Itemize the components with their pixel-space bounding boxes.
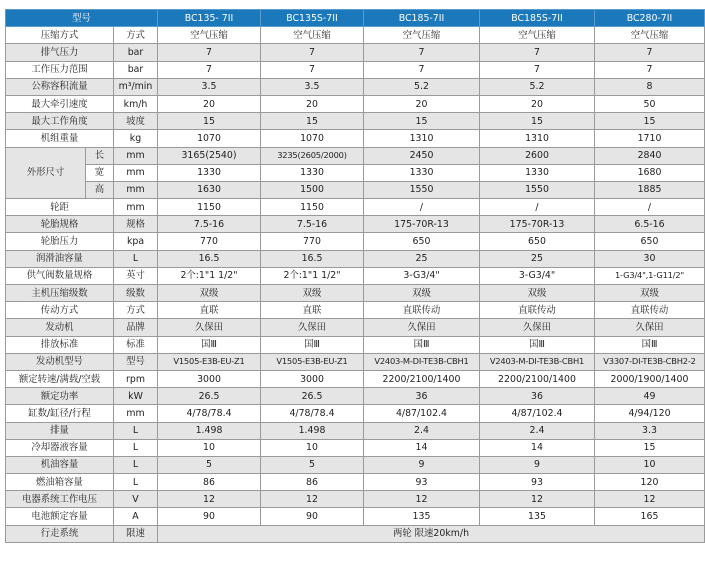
item-label: 最大工作角度 [6,113,114,130]
table-row [6,216,705,233]
value-cell: 50 [595,95,705,112]
unit-cell: 英寸 [114,267,158,284]
item-label: 供气阀数量规格 [6,267,114,284]
item-label: 主机压缩级数 [6,285,114,302]
model-header: BC135- 7II [158,10,261,27]
value-cell: 2600 [480,147,595,164]
table-row [6,353,705,370]
value-cell: 1550 [364,181,480,198]
model-header: BC280-7II [595,10,705,27]
value-cell: 1150 [261,199,364,216]
item-label: 额定转速/满载/空载 [6,370,114,387]
value-cell: 国Ⅲ [364,336,480,353]
item-label: 燃油箱容量 [6,474,114,491]
item-label: 轮距 [6,199,114,216]
value-cell: 86 [158,474,261,491]
unit-cell: kpa [114,233,158,250]
table-row [6,336,705,353]
unit-cell: 方式 [114,302,158,319]
unit-cell: mm [114,199,158,216]
value-cell: 7 [364,61,480,78]
value-cell: 12 [261,491,364,508]
item-label: 公称容积流量 [6,78,114,95]
value-cell: 国Ⅲ [261,336,364,353]
unit-cell: 坡度 [114,113,158,130]
value-cell: 直联 [261,302,364,319]
value-cell: 2.4 [480,422,595,439]
value-cell: 4/87/102.4 [364,405,480,422]
value-cell: 25 [480,250,595,267]
value-cell: 久保田 [261,319,364,336]
table-row [6,508,705,525]
value-cell: 16.5 [158,250,261,267]
value-cell: 30 [595,250,705,267]
value-cell: 1630 [158,181,261,198]
value-cell: 5 [158,456,261,473]
value-cell: / [480,199,595,216]
value-cell: 1330 [261,164,364,181]
value-cell: 2200/2100/1400 [480,370,595,387]
unit-cell: 限速 [114,525,158,542]
spec-table-container [5,9,696,543]
value-cell: 国Ⅲ [158,336,261,353]
value-cell: 直联传动 [595,302,705,319]
value-cell: 1330 [158,164,261,181]
unit-cell: L [114,439,158,456]
value-cell: 12 [595,491,705,508]
table-row [6,388,705,405]
item-label: 冷却器液容量 [6,439,114,456]
value-cell: 36 [480,388,595,405]
item-label: 轮胎规格 [6,216,114,233]
item-label: 额定功率 [6,388,114,405]
value-cell: 7 [261,61,364,78]
unit-cell: L [114,422,158,439]
table-row [6,302,705,319]
value-cell: 135 [364,508,480,525]
value-cell: 1310 [480,130,595,147]
value-cell: 久保田 [158,319,261,336]
unit-cell: bar [114,61,158,78]
table-row [6,267,705,284]
value-cell: 空气压缩 [158,27,261,44]
value-cell: 双级 [480,285,595,302]
value-cell: 2.4 [364,422,480,439]
unit-cell: L [114,456,158,473]
value-cell: 5 [261,456,364,473]
value-cell: 空气压缩 [261,27,364,44]
table-row [6,250,705,267]
value-cell: 7 [595,61,705,78]
unit-cell: 标准 [114,336,158,353]
value-cell: 1.498 [158,422,261,439]
value-cell: 20 [158,95,261,112]
table-row [6,27,705,44]
table-row [6,147,705,164]
value-cell: 175-70R-13 [364,216,480,233]
value-cell: 12 [158,491,261,508]
value-cell: 20 [261,95,364,112]
value-cell: 1070 [158,130,261,147]
value-cell: 14 [480,439,595,456]
table-row [6,199,705,216]
value-cell: 9 [480,456,595,473]
item-label: 发动机 [6,319,114,336]
value-cell: 双级 [261,285,364,302]
value-cell: 770 [158,233,261,250]
value-cell: 直联传动 [364,302,480,319]
unit-cell: L [114,250,158,267]
value-cell: 7 [158,44,261,61]
value-cell: 两轮 限速20km/h [158,525,705,542]
item-label: 排气压力 [6,44,114,61]
value-cell: 1310 [364,130,480,147]
table-row [6,164,705,181]
item-label: 电池额定容量 [6,508,114,525]
value-cell: V3307-DI-TE3B-CBH2-2 [595,353,705,370]
value-cell: 26.5 [158,388,261,405]
item-label: 压缩方式 [6,27,114,44]
spec-table [5,9,705,543]
unit-cell: mm [114,147,158,164]
value-cell: 1330 [364,164,480,181]
value-cell: 10 [595,456,705,473]
table-row [6,439,705,456]
unit-cell: km/h [114,95,158,112]
item-label: 工作压力范围 [6,61,114,78]
unit-cell: mm [114,164,158,181]
value-cell: 1.498 [261,422,364,439]
value-cell: 1550 [480,181,595,198]
value-cell: 久保田 [595,319,705,336]
value-cell: 650 [364,233,480,250]
unit-cell: kW [114,388,158,405]
unit-cell: kg [114,130,158,147]
value-cell: 2个:1"1 1/2" [158,267,261,284]
unit-cell: 级数 [114,285,158,302]
value-cell: 空气压缩 [364,27,480,44]
value-cell: 1885 [595,181,705,198]
table-row [6,44,705,61]
value-cell: 86 [261,474,364,491]
value-cell: 93 [480,474,595,491]
value-cell: 双级 [158,285,261,302]
value-cell: 120 [595,474,705,491]
value-cell: 国Ⅲ [595,336,705,353]
value-cell: 久保田 [480,319,595,336]
value-cell: 直联传动 [480,302,595,319]
value-cell: 7 [480,44,595,61]
value-cell: 135 [480,508,595,525]
model-header: BC135S-7II [261,10,364,27]
value-cell: 5.2 [364,78,480,95]
value-cell: 650 [595,233,705,250]
value-cell: 6.5-16 [595,216,705,233]
value-cell: 2450 [364,147,480,164]
item-label: 机组重量 [6,130,114,147]
unit-cell: 型号 [114,353,158,370]
table-row [6,491,705,508]
table-row [6,456,705,473]
unit-cell: mm [114,181,158,198]
value-cell: 770 [261,233,364,250]
value-cell: 直联 [158,302,261,319]
value-cell: 7 [595,44,705,61]
value-cell: 3.3 [595,422,705,439]
value-cell: 3000 [158,370,261,387]
item-label: 传动方式 [6,302,114,319]
item-label: 缸数/缸径/行程 [6,405,114,422]
value-cell: 20 [480,95,595,112]
table-row [6,233,705,250]
dimension-sub-label: 长 [86,147,114,164]
unit-cell: 方式 [114,27,158,44]
value-cell: 49 [595,388,705,405]
unit-cell: 品牌 [114,319,158,336]
value-cell: 7.5-16 [158,216,261,233]
value-cell: 1330 [480,164,595,181]
table-row [6,405,705,422]
value-cell: 3-G3/4" [480,267,595,284]
value-cell: 8 [595,78,705,95]
value-cell: 4/78/78.4 [261,405,364,422]
value-cell: 空气压缩 [480,27,595,44]
value-cell: 3000 [261,370,364,387]
value-cell: 1710 [595,130,705,147]
item-label: 机油容量 [6,456,114,473]
value-cell: 7 [364,44,480,61]
table-row [6,422,705,439]
item-label: 轮胎压力 [6,233,114,250]
value-cell: 7 [480,61,595,78]
value-cell: V2403-M-DI-TE3B-CBH1 [480,353,595,370]
table-row [6,113,705,130]
value-cell: 15 [261,113,364,130]
value-cell: 15 [364,113,480,130]
table-row [6,181,705,198]
table-row [6,525,705,542]
value-cell: 7 [158,61,261,78]
dimensions-label: 外形尺寸 [6,147,86,199]
value-cell: 1680 [595,164,705,181]
value-cell: 4/87/102.4 [480,405,595,422]
value-cell: 2个:1"1 1/2" [261,267,364,284]
model-header: BC185-7II [364,10,480,27]
value-cell: 4/78/78.4 [158,405,261,422]
table-row [6,319,705,336]
value-cell: / [595,199,705,216]
table-row [6,95,705,112]
value-cell: 3.5 [158,78,261,95]
value-cell: 1-G3/4",1-G11/2" [595,267,705,284]
unit-cell: A [114,508,158,525]
table-row [6,78,705,95]
unit-cell: m³/min [114,78,158,95]
item-label: 最大牵引速度 [6,95,114,112]
dimension-sub-label: 高 [86,181,114,198]
value-cell: 1500 [261,181,364,198]
table-row [6,474,705,491]
value-cell: 93 [364,474,480,491]
value-cell: 650 [480,233,595,250]
value-cell: 4/94/120 [595,405,705,422]
value-cell: V1505-E3B-EU-Z1 [261,353,364,370]
unit-cell: V [114,491,158,508]
value-cell: 36 [364,388,480,405]
value-cell: 1070 [261,130,364,147]
value-cell: 15 [480,113,595,130]
unit-cell: mm [114,405,158,422]
item-label: 电器系统工作电压 [6,491,114,508]
value-cell: 7.5-16 [261,216,364,233]
value-cell: 3-G3/4" [364,267,480,284]
value-cell: 3235(2605/2000) [261,147,364,164]
value-cell: 双级 [364,285,480,302]
unit-cell: L [114,474,158,491]
item-label: 润滑油容量 [6,250,114,267]
value-cell: 7 [261,44,364,61]
value-cell: V2403-M-DI-TE3B-CBH1 [364,353,480,370]
value-cell: 10 [158,439,261,456]
dimension-sub-label: 宽 [86,164,114,181]
unit-cell: rpm [114,370,158,387]
value-cell: 2840 [595,147,705,164]
value-cell: 国Ⅲ [480,336,595,353]
item-label: 行走系统 [6,525,114,542]
value-cell: 12 [480,491,595,508]
value-cell: 2200/2100/1400 [364,370,480,387]
value-cell: 10 [261,439,364,456]
value-cell: 空气压缩 [595,27,705,44]
value-cell: 久保田 [364,319,480,336]
unit-cell: bar [114,44,158,61]
value-cell: 14 [364,439,480,456]
value-cell: 15 [595,113,705,130]
value-cell: 20 [364,95,480,112]
value-cell: 9 [364,456,480,473]
table-row [6,130,705,147]
value-cell: 26.5 [261,388,364,405]
value-cell: 12 [364,491,480,508]
value-cell: 175-70R-13 [480,216,595,233]
header-label: 型号 [6,10,158,27]
item-label: 发动机型号 [6,353,114,370]
value-cell: 16.5 [261,250,364,267]
item-label: 排量 [6,422,114,439]
header-row [6,10,705,27]
table-row [6,285,705,302]
unit-cell: 规格 [114,216,158,233]
value-cell: 3165(2540) [158,147,261,164]
table-row [6,61,705,78]
value-cell: 15 [158,113,261,130]
value-cell: 2000/1900/1400 [595,370,705,387]
model-header: BC185S-7II [480,10,595,27]
value-cell: 5.2 [480,78,595,95]
value-cell: / [364,199,480,216]
value-cell: 25 [364,250,480,267]
table-row [6,370,705,387]
value-cell: 165 [595,508,705,525]
value-cell: 3.5 [261,78,364,95]
value-cell: 90 [261,508,364,525]
item-label: 排放标准 [6,336,114,353]
value-cell: 双级 [595,285,705,302]
value-cell: V1505-E3B-EU-Z1 [158,353,261,370]
value-cell: 15 [595,439,705,456]
value-cell: 1150 [158,199,261,216]
value-cell: 90 [158,508,261,525]
